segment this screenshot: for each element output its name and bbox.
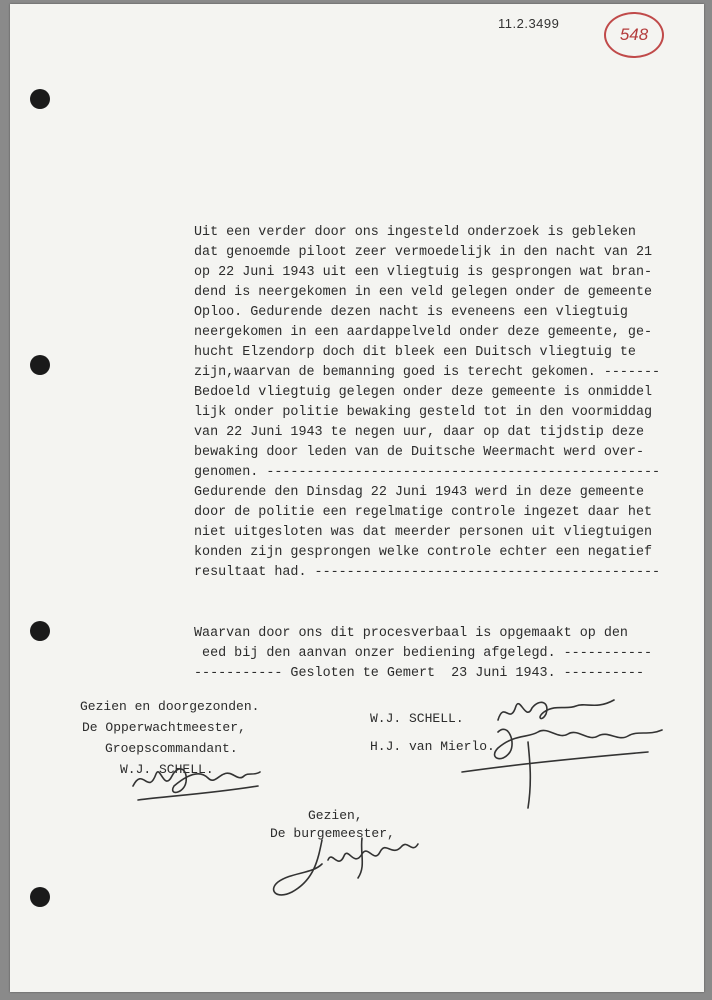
forwarded-note: Gezien en doorgezonden. [80,699,260,714]
handwritten-signature [262,830,432,905]
body-line: door de politie een regelmatige controle ingezet daar het [194,505,653,520]
punch-hole [30,355,50,375]
role-title: Groepscommandant. [105,741,238,756]
handwritten-signature [128,756,268,806]
body-line: van 22 Juni 1943 te negen uur, daar op dat tijdstip deze [194,425,644,440]
seen-note: Gezien, [308,808,363,823]
closing-paragraph [194,624,694,684]
body-line: zijn,waarvan de bemanning goed is terecht gekomen. ------- [194,365,661,380]
body-line: konden zijn gesprongen welke controle echter een negatief [194,545,653,560]
body-line: genomen. ------------------------------------------------- [194,465,661,480]
punch-hole [30,89,50,109]
signer-name: W.J. SCHELL. [120,762,214,777]
body-line: Bedoeld vliegtuig gelegen onder deze gemeente is onmiddel [194,385,653,400]
archive-reference: 11.2.3499 [498,16,560,31]
punch-hole [30,621,50,641]
body-line: dend is neergekomen in een veld gelegen onder de gemeente [194,285,653,300]
page-number: 548 [619,25,649,44]
closing-line: ----------- Gesloten te Gemert 23 Juni 1943. ---------- [194,666,644,681]
rank-title: De Opperwachtmeester, [82,720,246,735]
officer-name: W.J. SCHELL. [370,711,464,726]
closing-line: Waarvan door ons dit procesverbaal is opgemaakt op den [194,626,628,641]
punch-hole [30,887,50,907]
body-line: Oploo. Gedurende dezen nacht is eveneens een vliegtuig [194,305,628,320]
body-line: neergekomen in een aardappelveld onder deze gemeente, ge- [194,325,653,340]
body-line: bewaking door leden van de Duitsche Weermacht werd over- [194,445,644,460]
body-line: niet uitgesloten was dat meerder personen uit vliegtuigen [194,525,653,540]
handwritten-signature [458,712,668,812]
body-line: Gedurende den Dinsdag 22 Juni 1943 werd in deze gemeente [194,485,644,500]
mayor-title: De burgemeester, [270,826,395,841]
body-line: Uit een verder door ons ingesteld onderzoek is gebleken [194,225,636,240]
closing-line: eed bij den aanvan onzer bediening afgelegd. ----------- [194,646,653,661]
report-body [194,223,694,583]
page-number-stamp [604,12,664,58]
body-line: lijk onder politie bewaking gesteld tot in den voormiddag [194,405,653,420]
body-line: op 22 Juni 1943 uit een vliegtuig is gesprongen wat bran- [194,265,653,280]
body-line: resultaat had. ------------------------------------------- [194,565,661,580]
body-line: dat genoemde piloot zeer vermoedelijk in den nacht van 21 [194,245,653,260]
body-line: hucht Elzendorp doch dit bleek een Duitsch vliegtuig te [194,345,636,360]
officer-name: H.J. van Mierlo. [370,739,495,754]
